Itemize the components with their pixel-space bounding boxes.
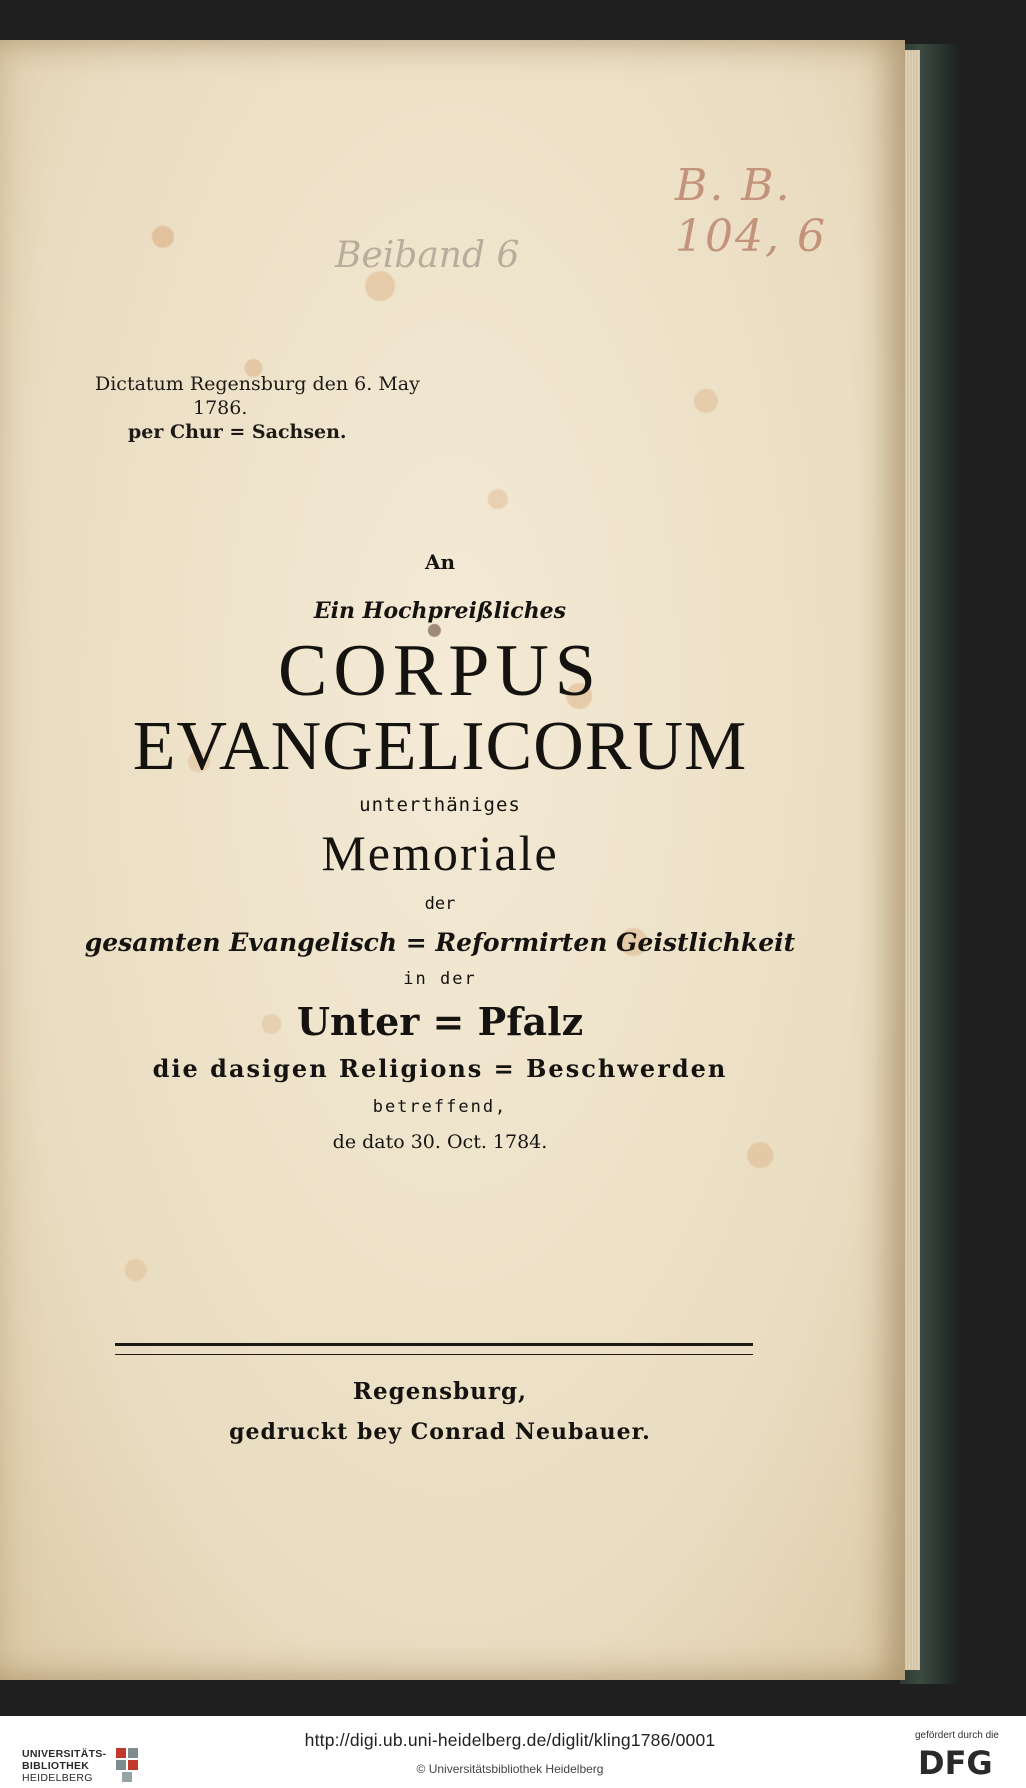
imprint-printer: gedruckt bey Conrad Neubauer. — [229, 1419, 651, 1445]
university-library-logo[interactable] — [8, 1730, 138, 1784]
title-ein-hochpreissliches: Ein Hochpreißliches — [313, 598, 567, 624]
imprint-place: Regensburg, — [352, 1378, 528, 1405]
double-rule-divider — [115, 1343, 753, 1355]
title-gesamten: gesamten Evangelisch = Reformirten Geistlichkeit — [84, 928, 796, 957]
title-religions-beschwerden: die dasigen Religions = Beschwerden — [152, 1054, 728, 1083]
copyright-notice: © Universitätsbibliothek Heidelberg — [416, 1762, 604, 1776]
library-line-3: HEIDELBERG — [22, 1772, 93, 1784]
title-de-dato: de dato 30. Oct. 1784. — [332, 1131, 548, 1153]
title-in-der: in der — [403, 969, 477, 989]
title-betreffend: betreffend, — [372, 1097, 508, 1117]
title-memoriale: Memoriale — [321, 825, 559, 881]
dfg-funding-label: gefördert durch die — [915, 1730, 999, 1741]
dictatum-line-3: per Chur = Sachsen. — [128, 421, 347, 443]
title-an: An — [424, 550, 456, 574]
viewer-footer — [0, 1716, 1026, 1788]
library-line-1: UNIVERSITÄTS- — [22, 1748, 107, 1760]
university-library-name — [22, 1748, 106, 1784]
dictatum-note — [95, 372, 420, 444]
university-seal-icon — [112, 1744, 144, 1786]
dictatum-line-1: Dictatum Regensburg den 6. May — [95, 373, 420, 395]
manuscript-shelfmark: B. B. 104, 6 — [675, 160, 827, 262]
title-der: der — [424, 894, 456, 914]
title-evangelicorum: EVANGELICORUM — [132, 708, 748, 785]
title-unter-pfalz: Unter = Pfalz — [296, 999, 584, 1044]
document-url-link[interactable]: http://digi.ub.uni-heidelberg.de/diglit/kling1786/0001 — [304, 1730, 716, 1750]
title-block — [60, 540, 820, 1153]
imprint — [160, 1378, 720, 1445]
title-unterthaniges: unterthäniges — [359, 794, 521, 816]
dfg-logo[interactable]: DFG — [918, 1744, 993, 1782]
library-line-2: BIBLIOTHEK — [22, 1760, 90, 1772]
title-corpus: CORPUS — [278, 630, 602, 712]
manuscript-note: Beiband 6 — [335, 235, 520, 276]
dictatum-line-2: 1786. — [193, 397, 248, 419]
